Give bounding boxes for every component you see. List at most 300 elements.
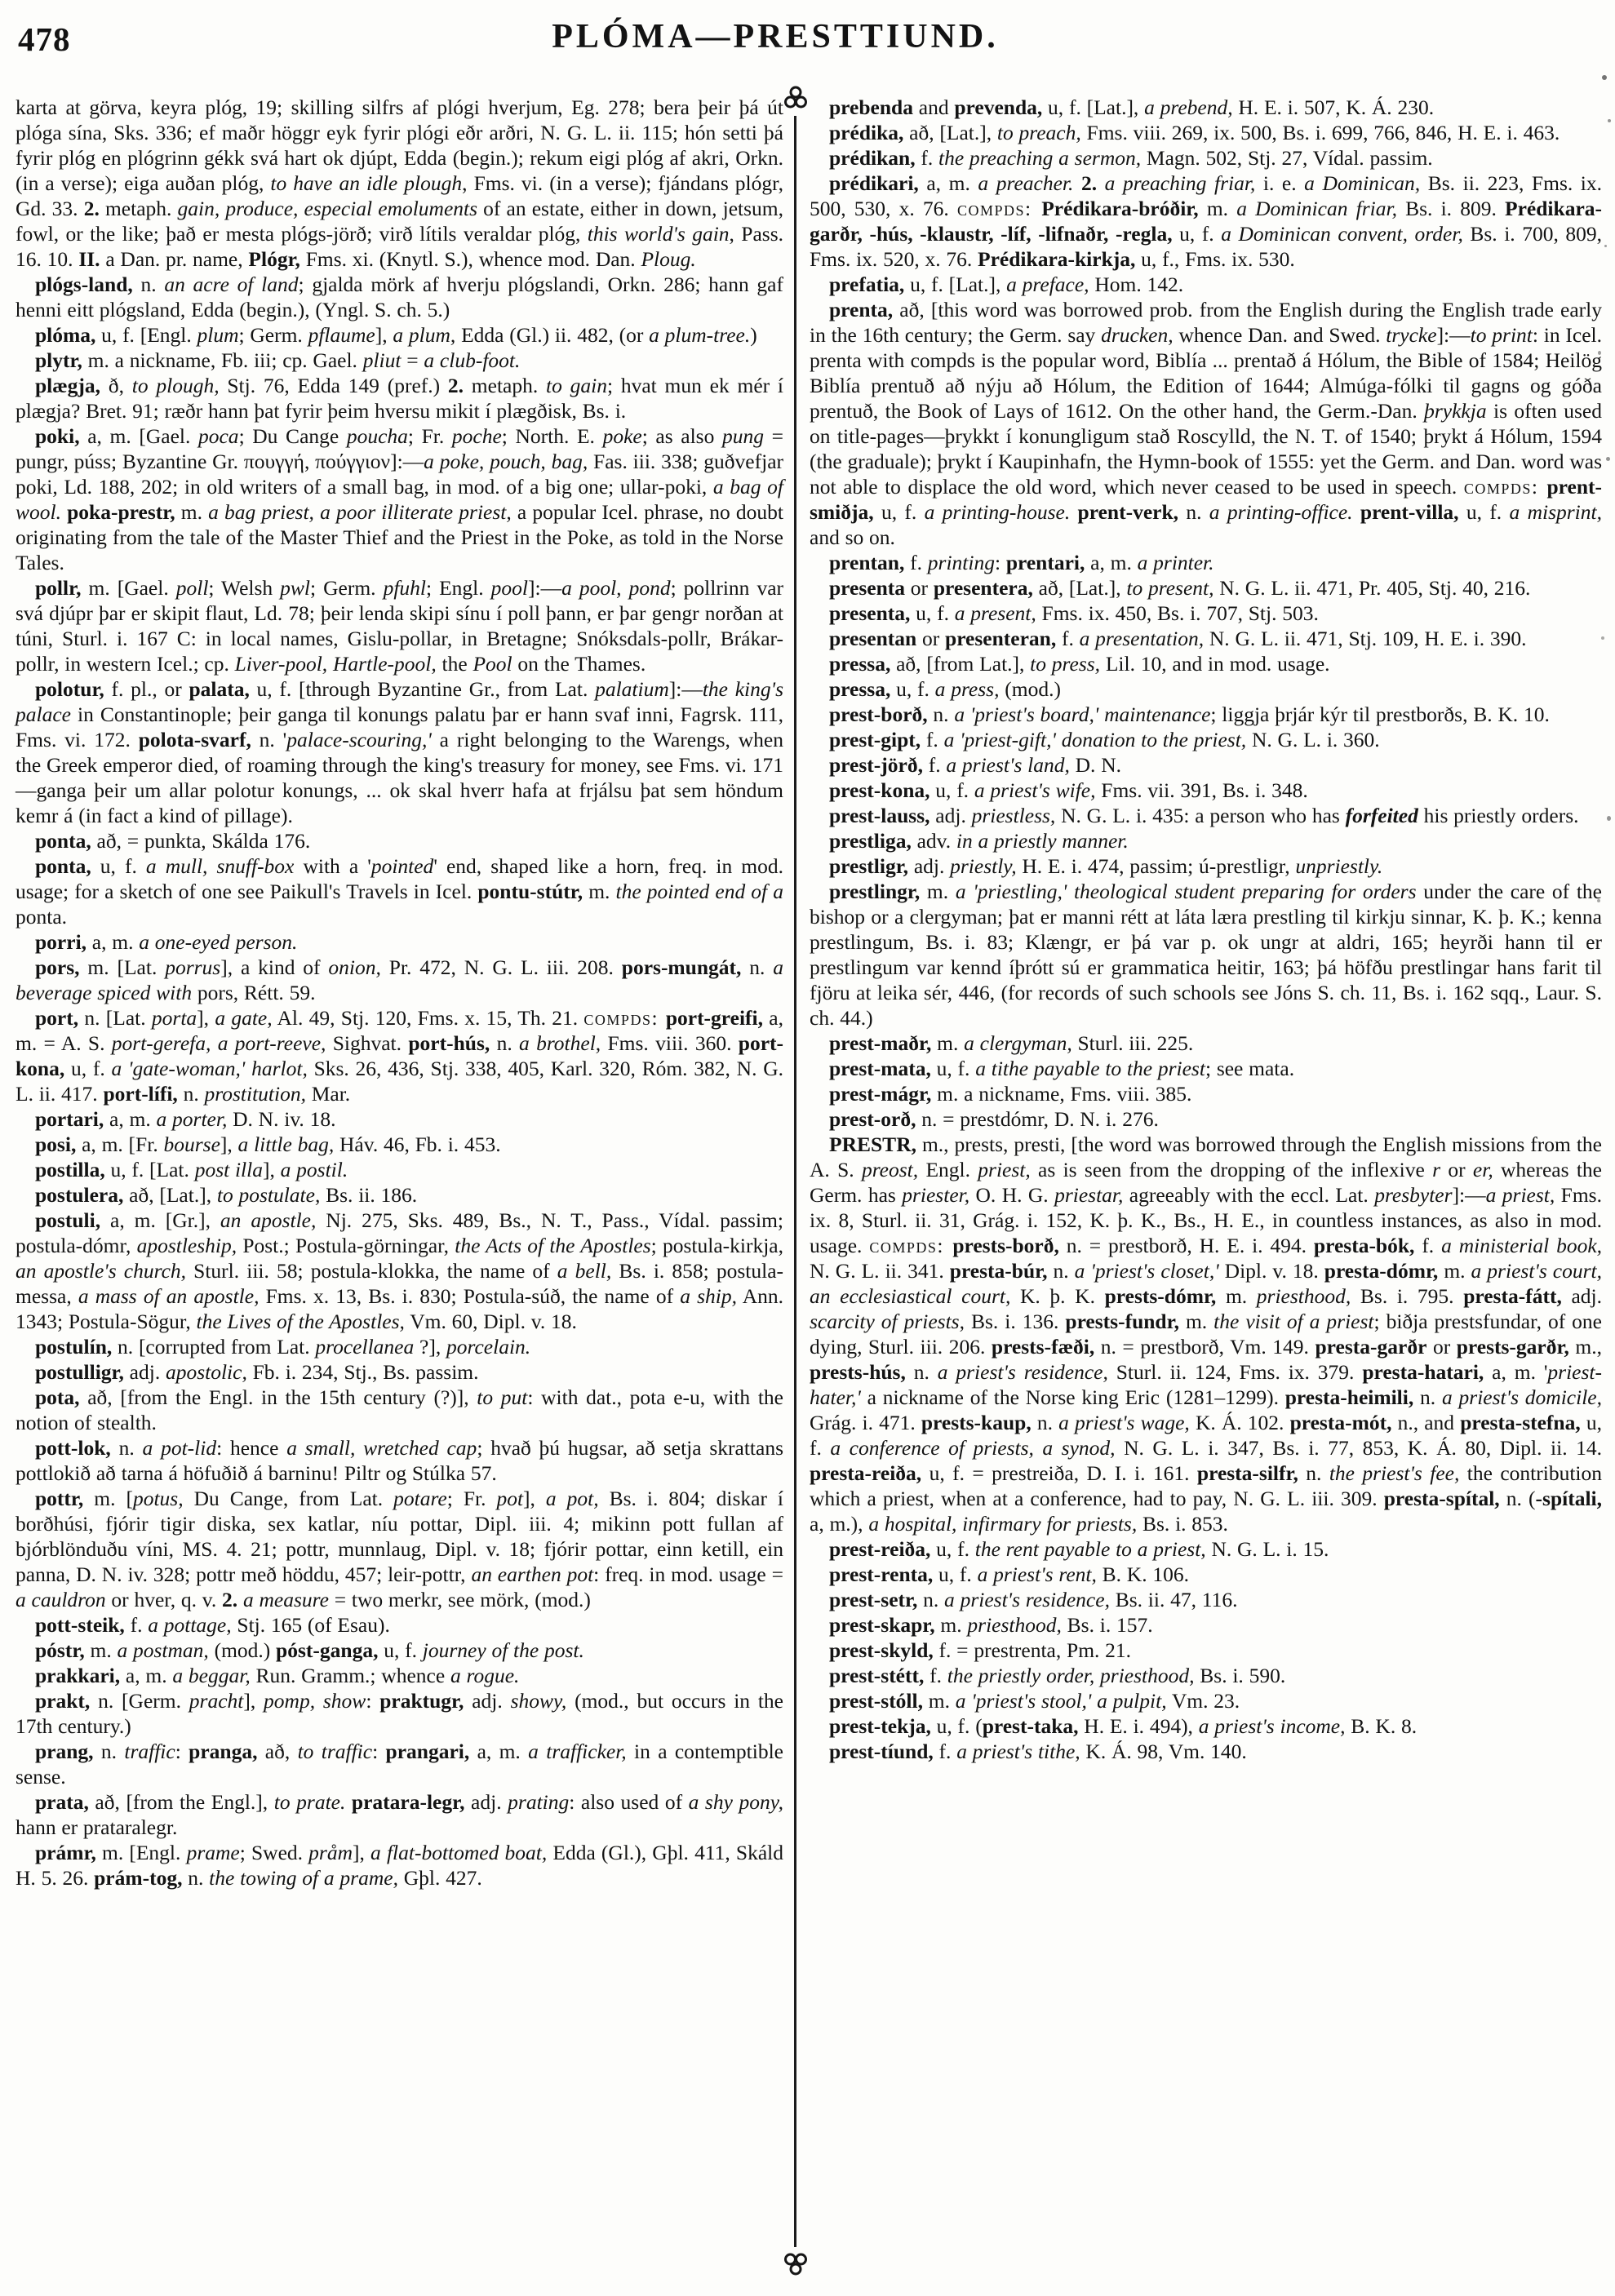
entry-text: Sturl. iii. 225. [1071,1031,1194,1055]
entry-text: a priest's land, [946,753,1070,777]
entry-text: n. [741,955,774,979]
entry-text: u, f. [930,1057,976,1080]
entry-text: a trafficker, [528,1740,627,1763]
entry-text: ; gjalda mörk af hverju plógslandi, Orkn. 286; hann gaf henni eitt plógsland, Edda (begin.), (Yngl. S. ch. 5.) [16,273,783,321]
entry-text: and [912,95,955,119]
entry-text: adj. [123,1360,166,1384]
entry-headword: prest-stóll, [829,1689,923,1713]
trefoil-bottom-icon [782,2249,810,2276]
entry-text: ; see mata. [1205,1057,1295,1080]
entry-text: (mod., but occurs in the 17th century.) [16,1689,783,1738]
entry-text: the rent payable to a priest, [974,1537,1206,1561]
entry-headword: II. [78,247,100,271]
entry-text: m. a nickname, Fb. iii; cp. Gael. [82,348,363,372]
entry-text: Sturl. iii. 58; postula-klokka, the name of [186,1259,557,1283]
entry-text: showy, [510,1689,567,1713]
entry-headword: polota-svarf, [138,728,251,751]
scan-noise-dot [1606,457,1610,461]
entry-headword: presta-dómr, [1324,1259,1439,1283]
entry-headword: polotur, [35,677,104,701]
entry-text: a postil. [280,1158,348,1181]
entry-text: a printer. [1137,551,1214,574]
entry-text: ]:— [1452,1183,1486,1207]
dictionary-entry [16,1334,783,1359]
entry-text: pflaume [308,323,375,347]
entry-text: scarcity of priests, [810,1310,965,1333]
entry-text: u, f. [890,677,935,701]
dictionary-entry [16,373,783,423]
entry-text: metaph. [99,197,178,220]
entry-text: a rogue. [450,1664,520,1687]
dictionary-entry [16,575,783,676]
entry-text: n. [1031,1411,1059,1434]
entry-headword: prangari, [385,1740,470,1763]
entry-text: ]:— [528,576,562,600]
entry-text: f. pl., or [104,677,189,701]
entry-headword: port-hús, [408,1031,490,1055]
entry-text: Bs. ii. 186. [320,1183,418,1207]
entry-headword: prests-kaup, [921,1411,1032,1434]
entry-text: ], [523,1487,546,1510]
scan-noise-dot [1604,245,1607,247]
entry-headword: pota, [35,1385,80,1409]
entry-text: n. [1298,1461,1329,1485]
entry-headword: portari, [35,1107,104,1131]
entry-text: n. ( [1499,1487,1536,1510]
entry-text: journey of the post. [422,1638,584,1662]
entry-headword: prent-smiðja, [810,475,1602,524]
entry-text: a ministerial book, [1441,1234,1603,1257]
entry-text: a Dominican, [1304,171,1421,195]
scan-noise-dot [1598,351,1601,355]
entry-headword: Prédikara-garðr, -hús, -klaustr, -líf, -lifnaðr, -regla, [810,197,1603,246]
entry-text [1070,500,1077,524]
entry-text: þrykkja [1424,399,1487,423]
entry-text: a pottage, [148,1613,232,1637]
entry-headword: prevenda, [954,95,1043,119]
dictionary-entry [810,550,1602,575]
entry-text: Bs. i. 853. [1137,1512,1228,1536]
entry-text: pfuhl [383,576,426,600]
entry-text: = [401,348,424,372]
scan-noise-dot [1597,899,1600,902]
entry-text: n. ' [251,728,287,751]
entry-text: N. G. L. i. 435: a person who has [1055,804,1346,827]
dictionary-entry [810,651,1602,676]
entry-text: f. [915,146,938,170]
entry-text: palace-scouring,' [286,728,432,751]
entry-text: poucha [346,424,408,448]
entry-headword: póstr, [35,1638,85,1662]
entry-text: Grág. i. 471. [810,1411,921,1434]
entry-headword: postilla, [35,1158,105,1181]
entry-text [345,1790,352,1814]
dictionary-entry [16,1739,783,1789]
entry-text: adj. [464,1689,511,1713]
entry-text: Bs. i. 700, 809, Fms. ix. 520, x. 76. [810,222,1603,271]
entry-text: n. = prestdómr, D. N. i. 276. [916,1107,1159,1131]
entry-headword: praktugr, [379,1689,464,1713]
entry-text: an acre of land [164,273,299,296]
entry-text: ]:— [668,677,703,701]
scan-noise-dot [1601,636,1604,640]
entry-text: Fb. i. 234, Stj., Bs. passim. [246,1360,479,1384]
entry-text: pors, Rétt. 59. [192,981,316,1004]
entry-text: f. [1056,627,1080,650]
entry-text: porta [151,1006,197,1030]
entry-text: a shy pony, [688,1790,784,1814]
dictionary-entry [16,95,783,272]
entry-text: ; as also [641,424,722,448]
entry-text: compds: [956,197,1042,220]
entry-text: n. [Lat. [78,1006,152,1030]
entry-text: a, m. [Fr. [76,1132,164,1156]
entry-text [1097,171,1105,195]
entry-text: prostitution, [204,1082,306,1106]
dictionary-entry [810,778,1602,803]
entry-text: adj. [1561,1284,1602,1308]
entry-headword: prédikan, [829,146,916,170]
entry-headword: prest-stétt, [829,1664,925,1687]
entry-text: a pool, pond [561,576,671,600]
entry-text: pung [721,424,764,448]
entry-text: Fms. xi. (Knytl. S.), whence mod. Dan. [299,247,641,271]
entry-text: the Acts of the Apostles [455,1234,651,1257]
entry-text: this world's gain [587,222,730,246]
entry-text: Bs. i. 809. [1396,197,1506,220]
entry-text: a preacher. [978,171,1074,195]
entry-headword: prests-dómr, [1104,1284,1217,1308]
entry-text: m. [Engl. [95,1841,187,1864]
entry-text: Nj. 275, Sks. 489, Bs., N. T., Pass., Vídal. passim; postula-dómr, [16,1208,783,1257]
entry-headword: prakkari, [35,1664,121,1687]
entry-text: a mass of an apostle, [78,1284,260,1308]
dictionary-entry [16,348,783,373]
entry-text: to prate. [273,1790,346,1814]
entry-text: K. Á. 102. [1189,1411,1290,1434]
entry-text: n. [917,1588,945,1611]
entry-text: a, m. [Gael. [79,424,198,448]
entry-text: adv. [911,829,956,853]
dictionary-entry [810,120,1602,145]
entry-text: O. H. G. [969,1183,1055,1207]
entry-text: a club-foot. [424,348,521,372]
entry-text: ], [262,1158,281,1181]
entry-text: m. [920,880,956,903]
entry-text: priestly, [950,854,1017,878]
entry-text: u, f. [Lat. [104,1158,195,1181]
entry-text: a, m. [Gr.], [100,1208,220,1232]
entry-text: an earthen pot [471,1562,594,1586]
entry-text: an apostle, [220,1208,317,1232]
entry-headword: prests-garðr, [1456,1335,1569,1359]
entry-headword: prakt, [35,1689,91,1713]
entry-headword: prám-tog, [94,1866,183,1890]
entry-text: N. G. L. i. 360. [1246,728,1380,751]
entry-text: D. N. [1069,753,1121,777]
entry-text: adj. [908,854,951,878]
entry-text: a, m. [918,171,978,195]
entry-text: or [916,627,946,650]
entry-text: potare [393,1487,447,1510]
entry-text: Lil. 10, and in mod. usage. [1100,652,1330,676]
entry-text: Bs. ii. 223, Fms. ix. 500, 530, x. 76. [810,171,1603,220]
entry-text: and so on. [810,525,895,549]
entry-headword: presta-hatari, [1362,1360,1484,1384]
entry-text: bourse [163,1132,220,1156]
entry-text: Dipl. v. 18. [1218,1259,1324,1283]
entry-text: the contribution which a priest, when at a conference, had to pay, N. G. L. iii. 309. [810,1461,1602,1510]
entry-text: apostolic, [165,1360,247,1384]
entry-text: on the Thames. [512,652,646,676]
entry-text: poca [197,424,239,448]
entry-text: K. þ. K. [1010,1284,1105,1308]
dictionary-entry [810,1587,1602,1612]
entry-text: gain, produce, especial emoluments [177,197,478,220]
entry-text: u, f. [378,1638,423,1662]
entry-text: Bs. ii. 47, 116. [1109,1588,1238,1611]
dictionary-entry [810,601,1602,626]
entry-text: Fms. x. 13, Bs. i. 830; Postula-súð, the name of [259,1284,681,1308]
entry-text: a brothel, [519,1031,601,1055]
dictionary-entry [16,1208,783,1334]
entry-text: in a priestly manner. [956,829,1129,853]
entry-text: a, m. = A. S. [16,1006,783,1055]
entry-text: ' end, shaped like a horn, freq. in mod. usage; for a sketch of one see Paikull's Travels in Icel. [16,854,783,903]
entry-text: ; hvað þú hugsar, að setja skrattans pottlokið að tarna á höfuðið á barninu! Piltr og Stúlka 57. [16,1436,783,1485]
dictionary-entry [16,1663,783,1688]
entry-text: a press, [934,677,1000,701]
entry-text: the priestly order, priesthood, [947,1664,1195,1687]
entry-text: Sturl. ii. 124, Fms. ix. 379. [1107,1360,1363,1384]
entry-text: Bs. i. 590. [1194,1664,1286,1687]
entry-text: a, m. [104,1107,157,1131]
entry-text: metaph. [464,374,547,397]
entry-text: Post.; Postula-görningar, [237,1234,455,1257]
dictionary-entry [810,1688,1602,1713]
entry-text: a 'priest's stool,' a pulpit, [955,1689,1167,1713]
entry-text: Engl. [918,1158,978,1181]
entry-text: f. = prestrenta, Pm. 21. [933,1638,1132,1662]
entry-headword: pontu-stútr, [477,880,583,903]
entry-headword: prestliga, [829,829,912,853]
entry-text: ; Germ. [310,576,384,600]
entry-headword: -spítali, [1535,1487,1603,1510]
entry-headword: presta-garðr [1315,1335,1427,1359]
entry-headword: prest-mágr, [829,1082,932,1106]
entry-text: H. E. i. 507, K. Á. 230. [1232,95,1435,119]
entry-text: whereas the Germ. has [810,1158,1602,1207]
entry-headword: ponta, [35,854,91,878]
entry-headword: postulín, [35,1335,113,1359]
entry-text: f. [924,1664,947,1687]
entry-text: plum [197,323,239,347]
entry-headword: prentan, [829,551,905,574]
entry-text: priest, [978,1158,1031,1181]
entry-headword: prest-reiða, [829,1537,931,1561]
entry-headword: poka-prestr, [67,500,175,524]
entry-text: n. [corrupted from Lat. [112,1335,316,1359]
entry-text: , Pass. 16. 10. [16,222,783,271]
entry-text: a right belonging to the Warengs, when the Greek emperor died, of roaming through the king's treasury for money, see Fms. vi. 171—ganga þeir um allar polotur konungs, ... ok skal hverr hafa at frjálsu þat sem höndum kemr á (in fact a kind of pillage). [16,728,783,827]
entry-headword: prests-hús, [810,1360,906,1384]
entry-headword: presta-mót, [1289,1411,1392,1434]
entry-text: m. [ [83,1487,133,1510]
entry-text: a tithe payable to the priest [975,1057,1205,1080]
entry-text: : [994,551,1006,574]
entry-text: f. [904,551,928,574]
entry-text: u, f. [933,1562,978,1586]
entry-headword: postulera, [35,1183,124,1207]
entry-text: a, m. [469,1740,529,1763]
entry-text: ) [750,323,757,347]
right-column [810,95,1602,1890]
entry-text: K. Á. 98, Vm. 140. [1080,1740,1247,1763]
entry-text: Ann. 1343; Postula-Sögur, [16,1284,783,1333]
entry-text: u, f. [64,1057,112,1080]
entry-text: a mull, snuff-box [145,854,295,878]
entry-headword: plóma, [35,323,96,347]
entry-text: Vm. 23. [1166,1689,1240,1713]
entry-headword: pors, [35,955,80,979]
entry-text: Edda (Gl.), Gþl. 411, Skáld H. 5. 26. [16,1841,783,1890]
entry-text: to traffic [297,1740,373,1763]
entry-text: a 'priest-gift,' donation to the priest, [943,728,1247,751]
entry-headword: prest-jörð, [829,753,923,777]
entry-text: karta at görva, keyra plóg, 19; skilling silfrs af plógi hverjum, Eg. 278; bera þeir þá út plóga sína, Sks. 336; ef maðr höggr eyk fyrir plógi eðr arðri, N. G. L. ii. 115; hón setti þá fyrir plóg en plógrinn gékk svá hart ok djúpt, Edda (begin.); rekum eigi plóg af akri, Orkn. (in a verse); eiga auðan plóg, [16,95,783,195]
entry-headword: póst-ganga, [276,1638,379,1662]
entry-text: or [905,576,934,600]
entry-headword: prent-villa, [1360,500,1459,524]
entry-text: or [1426,1335,1457,1359]
entry-text: N. G. L. i. 347, Bs. i. 77, 853, K. Á. 80, Dipl. ii. 14. [1115,1436,1602,1460]
entry-text: Fas. iii. 338; guðvefjar poki, Ld. 188, 202; in old writers of a small bag, in mod. of a big one; ullar-poki, [16,450,783,499]
entry-text: u, f. [through Byzantine Gr., from Lat. [249,677,596,701]
entry-text: a, m. ' [1484,1360,1548,1384]
entry-text: Fms. viii. 360. [601,1031,739,1055]
dictionary-entry [810,879,1602,1031]
entry-text: : [175,1740,189,1763]
entry-text: Bs. i. 858; postula-messa, [16,1259,784,1308]
entry-text: að, [257,1740,298,1763]
entry-text: n. [490,1031,520,1055]
dictionary-entry [810,297,1602,550]
entry-text: priest-hater,' [810,1360,1602,1409]
entry-text: pot [496,1487,524,1510]
entry-text: a, m. [1085,551,1138,574]
entry-text: a priest's residence, [944,1588,1110,1611]
entry-text: n. [177,1082,205,1106]
entry-headword: plógs-land, [35,273,133,296]
entry-text: m. [1198,197,1237,220]
entry-text: D. N. iv. 18. [227,1107,336,1131]
entry-text: Bs. i. 795. [1351,1284,1464,1308]
entry-text: a Dan. pr. name, [100,247,249,271]
entry-text: a plum-tree. [649,323,751,347]
entry-text: a printing-office. [1209,500,1353,524]
entry-text: u, f. [91,854,146,878]
entry-text: N. G. L. ii. 471, Stj. 109, H. E. i. 390. [1204,627,1527,650]
entry-text: m., [1568,1335,1602,1359]
entry-text: Ploug. [641,247,696,271]
entry-headword: Prédikara-kirkja, [978,247,1136,271]
entry-text: in Constantinople; þeir ganga til konungs palatu þar er hann svaf inni, Fagrsk. 111, Fms. vi. 172. [16,703,783,751]
entry-text: a bag of wool. [16,475,783,524]
entry-text: forfeited [1345,804,1418,827]
entry-text: m. [1216,1284,1257,1308]
dictionary-entry [810,803,1602,828]
dictionary-entry [16,1385,783,1435]
entry-text: m. a nickname, Fms. viii. 385. [931,1082,1192,1106]
entry-headword: prent-verk, [1077,500,1179,524]
entry-text: B. K. 8. [1345,1714,1418,1738]
entry-headword: presenteran, [945,627,1057,650]
entry-text: að, [from Lat.], [890,652,1031,676]
entry-text: Bs. i. 157. [1061,1613,1153,1637]
entry-text: að, [from the Engl. in the 15th century (?)], [79,1385,477,1409]
entry-headword: presta-heimili, [1284,1385,1414,1409]
entry-text: m. [Lat. [79,955,166,979]
dictionary-entry [810,1739,1602,1764]
entry-headword: pressa, [829,652,891,676]
entry-text: H. E. i. 494), [1078,1714,1199,1738]
entry-text: a pot, [545,1487,599,1510]
entry-text: poke [602,424,642,448]
entry-text: n. [1413,1385,1442,1409]
dictionary-entry [16,676,783,828]
entry-text: m. [Gael. [81,576,176,600]
entry-headword: prest-tekja, [829,1714,931,1738]
entry-text: priesthood, [967,1613,1062,1637]
entry-text: Pr. 472, N. G. L. iii. 208. [380,955,622,979]
entry-text: f. [124,1613,149,1637]
entry-text: whence Dan. and Swed. [1173,323,1387,347]
dictionary-entry [810,272,1602,297]
entry-text: ; Engl. [426,576,491,600]
entry-text: pool [490,576,528,600]
entry-text: Vm. 60, Dipl. v. 18. [404,1310,577,1333]
entry-text: apostleship, [136,1234,237,1257]
entry-headword: prest-setr, [829,1588,918,1611]
entry-text: a priest's wage, [1058,1411,1190,1434]
left-column [16,95,783,1890]
entry-headword: port, [35,1006,79,1030]
entry-text: a pot-lid [142,1436,217,1460]
entry-text: adj. [930,804,972,827]
dictionary-entry [16,322,783,348]
entry-text: N. G. L. ii. 471, Pr. 405, Stj. 40, 216. [1213,576,1531,600]
entry-text: f. [933,1740,957,1763]
entry-text: a bag priest, a poor illiterate priest, [208,500,512,524]
entry-text: ; North. E. [501,424,603,448]
entry-text: n. [132,273,165,296]
entry-text: Mar. [305,1082,351,1106]
entry-headword: pressa, [829,677,891,701]
entry-headword: 2. [447,374,464,397]
entry-text: a priest's domicile, [1441,1385,1602,1409]
entry-text: ; liggja þrjár kýr til prestborðs, B. K. 10. [1210,703,1550,726]
dictionary-entry [16,1789,783,1840]
entry-text: a porter, [156,1107,228,1131]
entry-text: m. [84,1638,118,1662]
entry-text: the visit of a priest [1213,1310,1374,1333]
entry-text: ]:— [1436,323,1471,347]
entry-text: the towing of a prame, [209,1866,398,1890]
dictionary-entry [16,929,783,955]
entry-text: a cauldron [16,1588,106,1611]
entry-text: ; Fr. [407,424,452,448]
entry-text: a priest's rent, [977,1562,1097,1586]
